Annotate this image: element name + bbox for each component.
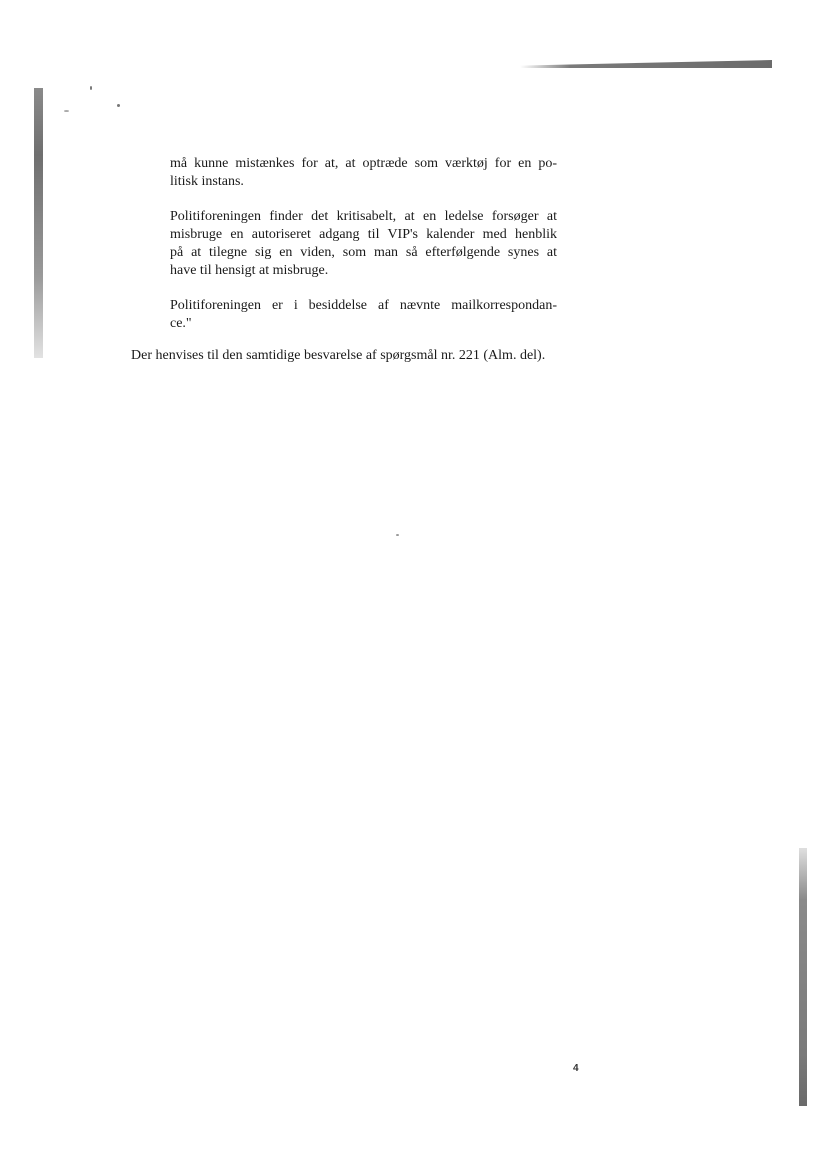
text-line: må kunne mistænkes for at, at optræde som værktøj for en po- <box>170 156 557 171</box>
text-line: på at tilegne sig en viden, som man så efterfølgende synes at <box>170 245 557 260</box>
text-line: have til hensigt at misbruge. <box>170 263 329 278</box>
scan-speck <box>396 534 399 536</box>
scan-speck <box>117 104 120 107</box>
reference-paragraph: Der henvises til den samtidige besvarelse af spørgsmål nr. 221 (Alm. del). <box>131 348 546 363</box>
text-line: Politiforeningen er i besiddelse af nævnte mailkorrespondan- <box>170 298 557 313</box>
scan-speck <box>90 86 92 90</box>
scan-artifact-top-rule <box>520 60 772 68</box>
text-line: litisk instans. <box>170 174 244 189</box>
text-line: Politiforeningen finder det kritisabelt, at en ledelse forsøger at <box>170 209 557 224</box>
text-line: ce." <box>170 316 192 331</box>
quote-paragraph-2 <box>170 208 557 280</box>
scan-artifact-left-bar <box>34 88 43 358</box>
scan-artifact-right-bar <box>799 848 807 1106</box>
scan-speck <box>64 110 69 112</box>
quote-paragraph-1 <box>170 155 557 191</box>
page-number: 4 <box>573 1063 579 1074</box>
text-line: misbruge en autoriseret adgang til VIP's kalender med henblik <box>170 227 557 242</box>
quote-paragraph-3 <box>170 297 557 333</box>
